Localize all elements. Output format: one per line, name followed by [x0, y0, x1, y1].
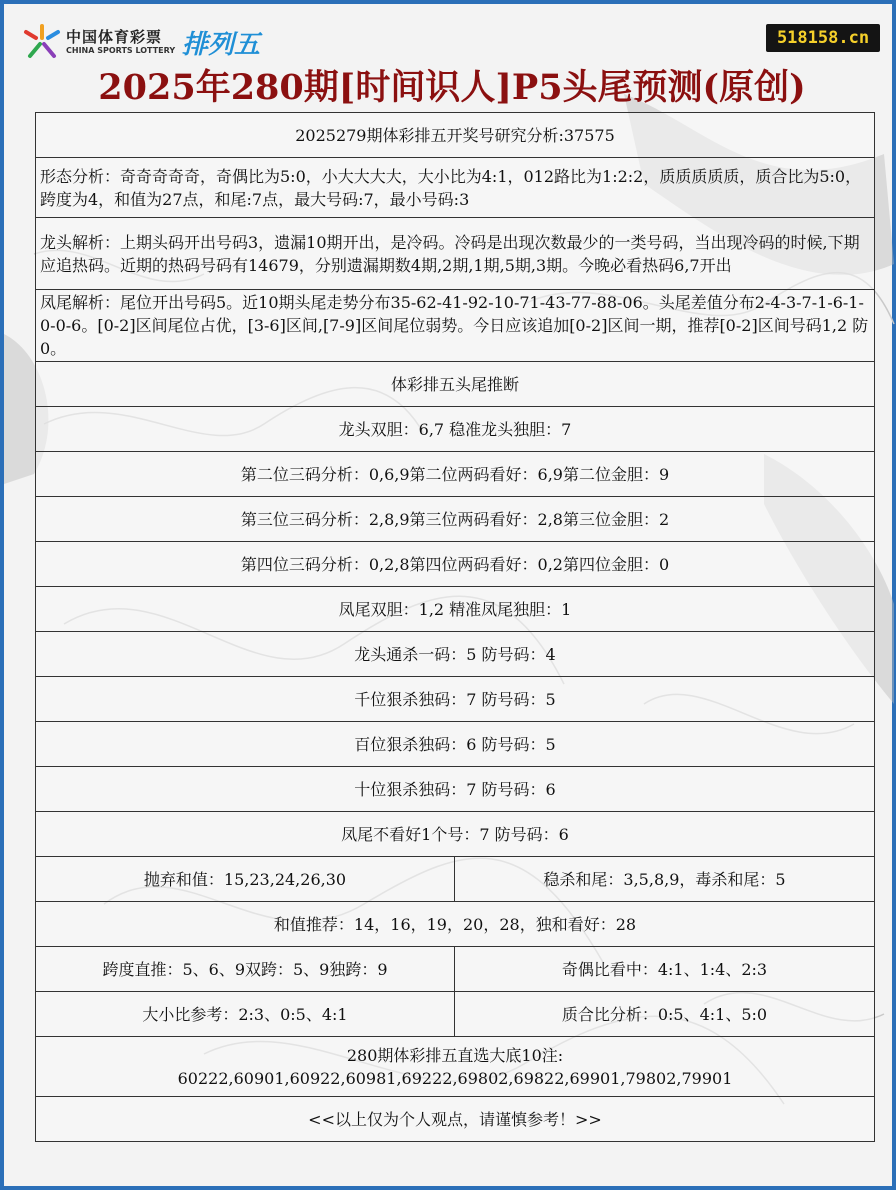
- prev-analysis-cell: 2025279期体彩排五开奖号研究分析:37575: [36, 113, 875, 158]
- table-row: [36, 362, 875, 407]
- table-row: [36, 812, 875, 857]
- odd-even-cell: 奇偶比看中：4:1、1:4、2:3: [455, 947, 875, 992]
- table-row: [36, 632, 875, 677]
- hundred-kill-cell: 百位狠杀独码：6 防号码：5: [36, 722, 875, 767]
- table-row: [36, 113, 875, 158]
- base-title: 280期体彩排五直选大底10注:: [346, 1045, 564, 1065]
- table-row: [36, 902, 875, 947]
- table-row: [36, 452, 875, 497]
- page-title: 2025年280期[时间识人]P5头尾预测(原创): [98, 67, 806, 108]
- table-row: [36, 677, 875, 722]
- site-badge[interactable]: 518158.cn: [766, 24, 880, 52]
- pos2-cell: 第二位三码分析：0,6,9第二位两码看好：6,9第二位金胆：9: [36, 452, 875, 497]
- section-title-cell: 体彩排五头尾推断: [36, 362, 875, 407]
- big-small-cell: 大小比参考：2:3、0:5、4:1: [36, 992, 455, 1037]
- base-numbers: 60222,60901,60922,60981,69222,69802,69822,69901,79802,79901: [177, 1068, 733, 1088]
- pos4-cell: 第四位三码分析：0,2,8第四位两码看好：0,2第四位金胆：0: [36, 542, 875, 587]
- kill-sum-tail-cell: 稳杀和尾：3,5,8,9，毒杀和尾：5: [455, 857, 875, 902]
- logo-brand-text: 排列五: [182, 30, 261, 60]
- table-row: [36, 290, 875, 362]
- table-row: [36, 947, 875, 992]
- table-row: [36, 722, 875, 767]
- header: [4, 4, 896, 112]
- discard-sum-cell: 抛弃和值：15,23,24,26,30: [36, 857, 455, 902]
- prediction-table: [35, 112, 875, 1142]
- tail-double-cell: 凤尾双胆：1,2 精准凤尾独胆：1: [36, 587, 875, 632]
- prime-comp-cell: 质合比分析：0:5、4:1、5:0: [455, 992, 875, 1037]
- head-kill-cell: 龙头通杀一码：5 防号码：4: [36, 632, 875, 677]
- logo-english-text: CHINA SPORTS LOTTERY: [66, 46, 176, 55]
- thousand-kill-cell: 千位狠杀独码：7 防号码：5: [36, 677, 875, 722]
- table-row: [36, 857, 875, 902]
- table-row: [36, 542, 875, 587]
- sum-recommend-cell: 和值推荐：14，16，19，20，28，独和看好：28: [36, 902, 875, 947]
- table-row: [36, 497, 875, 542]
- lottery-logo-icon: [22, 24, 62, 60]
- table-row: [36, 218, 875, 290]
- table-row: [36, 158, 875, 218]
- tail-analysis-cell: 凤尾解析：尾位开出号码5。近10期头尾走势分布35-62-41-92-10-71-43-77-88-06。头尾差值分布2-4-3-7-1-6-1-0-0-6。[0-2]区间尾位占优，[3-6]区间,[7-9]区间尾位弱势。今日应该追加[0-2]区间一期，推荐[0-2]区间号码1,2 防0。: [36, 290, 875, 362]
- table-row: [36, 1097, 875, 1142]
- table-row: [36, 1037, 875, 1097]
- disclaimer-cell: <<以上仅为个人观点，请谨慎参考！>>: [36, 1097, 875, 1142]
- span-push-cell: 跨度直推：5、6、9双跨：5、9独跨：9: [36, 947, 455, 992]
- table-row: [36, 992, 875, 1037]
- shape-analysis-cell: 形态分析：奇奇奇奇奇，奇偶比为5:0，小大大大大，大小比为4:1，012路比为1:2:2，质质质质质，质合比为5:0，跨度为4，和值为27点，和尾:7点，最大号码:7，最小号码:3: [36, 158, 875, 218]
- table-row: [36, 767, 875, 812]
- pos3-cell: 第三位三码分析：2,8,9第三位两码看好：2,8第三位金胆：2: [36, 497, 875, 542]
- tail-dislike-cell: 凤尾不看好1个号：7 防号码：6: [36, 812, 875, 857]
- lottery-logo: [22, 24, 292, 60]
- ten-kill-cell: 十位狠杀独码：7 防号码：6: [36, 767, 875, 812]
- table-row: [36, 587, 875, 632]
- table-row: [36, 407, 875, 452]
- logo-chinese-text: 中国体育彩票: [66, 28, 163, 46]
- head-analysis-cell: 龙头解析：上期头码开出号码3，遗漏10期开出，是冷码。冷码是出现次数最少的一类号码，当出现冷码的时候,下期应追热码。近期的热码号码有14679，分别遗漏期数4期,2期,1期,5期,3期。今晚必看热码6,7开出: [36, 218, 875, 290]
- base-cell: [36, 1037, 875, 1097]
- head-double-cell: 龙头双胆：6,7 稳准龙头独胆：7: [36, 407, 875, 452]
